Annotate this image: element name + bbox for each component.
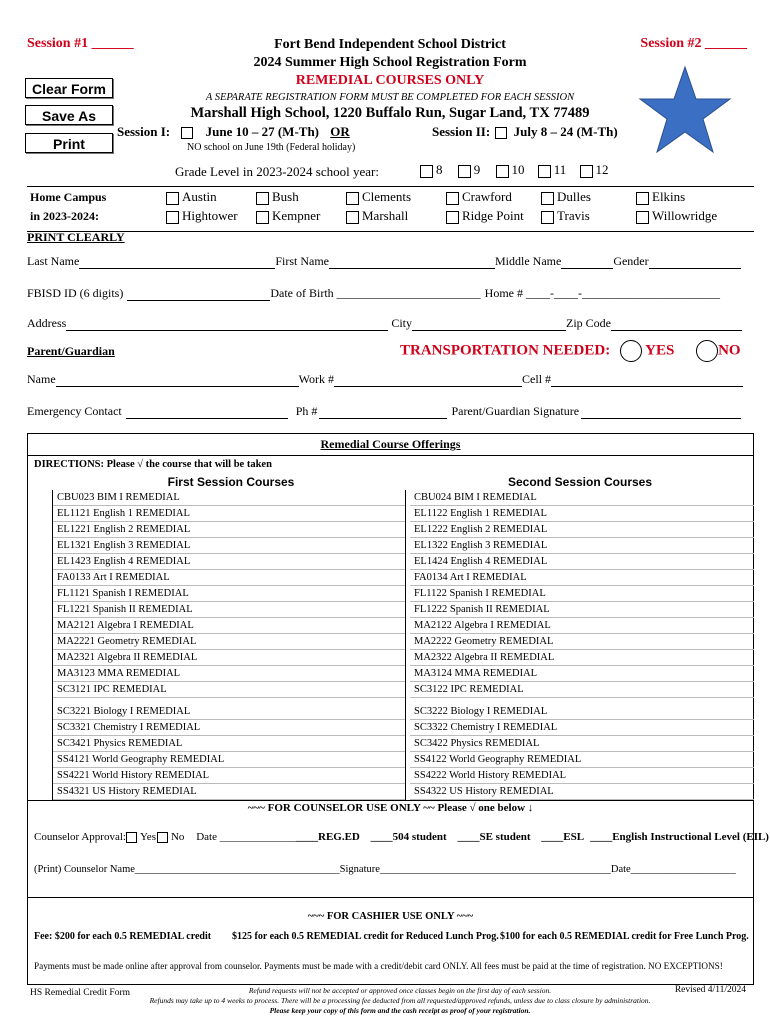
second-session-course-row[interactable]: SC3422 Physics REMEDIAL xyxy=(410,736,754,752)
campus-label: Travis xyxy=(557,208,590,223)
campus-checkbox[interactable] xyxy=(446,211,459,224)
session2-select-row xyxy=(432,124,618,140)
campus-option xyxy=(446,208,524,224)
guardian-name-label: Name xyxy=(27,372,56,386)
counselor-yes-checkbox[interactable] xyxy=(126,832,137,843)
emergency-phone-label: Ph # xyxy=(295,404,318,418)
counselor-no-label: No xyxy=(170,831,185,843)
course-header-divider xyxy=(27,455,754,456)
grade-10-checkbox[interactable] xyxy=(496,165,509,178)
first-name-label: First Name xyxy=(275,254,329,268)
grade-11-label: 11 xyxy=(553,162,567,177)
second-session-course-row[interactable]: EL1322 English 3 REMEDIAL xyxy=(410,538,754,554)
gender-label: Gender xyxy=(613,254,649,268)
session2-label: Session II: xyxy=(432,124,491,139)
second-session-course-list xyxy=(410,490,754,800)
counselor-box xyxy=(27,800,754,898)
counselor-name-row[interactable]: (Print) Counselor Name_______________________________________Signature____________________________________________Date____________________ xyxy=(34,864,736,875)
transport-no-label: NO xyxy=(718,342,741,359)
campus-label: Willowridge xyxy=(652,208,718,223)
cashier-heading: ~~~ FOR CASHIER USE ONLY ~~~ xyxy=(307,911,474,922)
campus-label: Hightower xyxy=(182,208,238,223)
first-session-course-row[interactable]: EL1121 English 1 REMEDIAL xyxy=(53,506,405,522)
print-button[interactable]: Print xyxy=(25,133,113,153)
campus-label: Crawford xyxy=(462,189,512,204)
grade-10-label: 10 xyxy=(511,162,525,177)
campus-option xyxy=(446,189,512,205)
first-name-field[interactable] xyxy=(329,256,495,269)
home-phone-label[interactable]: Home # ____-____-_______________________ xyxy=(484,286,720,300)
first-session-course-list xyxy=(52,490,406,800)
directions-text: DIRECTIONS: Please √ the course that will be taken xyxy=(34,459,272,470)
second-session-course-row[interactable]: FL1222 Spanish II REMEDIAL xyxy=(410,602,754,618)
save-as-button[interactable]: Save As xyxy=(25,105,113,125)
se-option[interactable]: ____SE student xyxy=(457,831,531,843)
campus-option xyxy=(636,189,685,205)
second-session-course-row[interactable]: EL1122 English 1 REMEDIAL xyxy=(410,506,754,522)
fee-reduced: $125 for each 0.5 REMEDIAL credit for Reduced Lunch Prog. xyxy=(232,931,499,942)
session1-dates: June 10 – 27 (M-Th) xyxy=(205,124,319,139)
payments-note: Payments must be made online after approval from counselor. Payments must be made with a credit/debit card ONLY. All fees must be paid at the time of registration. NO EXCEPTIONS! xyxy=(34,961,723,971)
first-session-course-row[interactable]: SS4221 World History REMEDIAL xyxy=(53,768,405,784)
campus-year-label: in 2023-2024: xyxy=(30,209,99,223)
grade-9-label: 9 xyxy=(473,162,481,177)
guardian-signature-label: Parent/Guardian Signature xyxy=(451,404,580,418)
campus-checkbox[interactable] xyxy=(166,192,179,205)
first-session-course-row[interactable]: SC3121 IPC REMEDIAL xyxy=(53,682,405,698)
emergency-phone-field[interactable] xyxy=(319,406,447,419)
second-session-heading: Second Session Courses xyxy=(507,475,653,489)
transport-yes-label: YES xyxy=(645,342,675,359)
second-session-course-row[interactable]: EL1424 English 4 REMEDIAL xyxy=(410,554,754,570)
guardian-name-row xyxy=(27,372,752,388)
clear-form-button[interactable]: Clear Form xyxy=(25,78,113,98)
second-session-course-row[interactable]: SS4322 US History REMEDIAL xyxy=(410,784,754,800)
second-session-course-row[interactable]: MA2222 Geometry REMEDIAL xyxy=(410,634,754,650)
school-address: Marshall High School, 1220 Buffalo Run, Sugar Land, TX 77489 xyxy=(190,105,590,121)
work-phone-label: Work # xyxy=(298,372,335,386)
course-offerings-heading: Remedial Course Offerings xyxy=(320,437,461,451)
transport-no-radio[interactable] xyxy=(696,340,718,362)
first-session-course-row[interactable]: SC3221 Biology I REMEDIAL xyxy=(53,704,405,720)
counselor-date-label[interactable]: Date ______________ xyxy=(196,831,297,843)
transportation-row xyxy=(400,340,741,362)
zip-field[interactable] xyxy=(611,318,742,331)
first-session-course-row[interactable]: MA2121 Algebra I REMEDIAL xyxy=(53,618,405,634)
second-session-course-row[interactable]: MA2122 Algebra I REMEDIAL xyxy=(410,618,754,634)
session2-dates: July 8 – 24 (M-Th) xyxy=(513,124,618,139)
refund-policy xyxy=(130,986,670,1016)
campus-option xyxy=(541,208,590,224)
first-session-course-row[interactable]: SS4321 US History REMEDIAL xyxy=(53,784,405,800)
second-session-course-row[interactable]: MA2322 Algebra II REMEDIAL xyxy=(410,650,754,666)
counselor-approval-label: Counselor Approval: xyxy=(34,831,126,843)
fbisd-id-label: FBISD ID (6 digits) xyxy=(27,286,124,300)
grade-12-checkbox[interactable] xyxy=(580,165,593,178)
second-session-course-row[interactable]: CBU024 BIM I REMEDIAL xyxy=(410,490,754,506)
first-session-course-row[interactable]: MA2221 Geometry REMEDIAL xyxy=(53,634,405,650)
fbisd-id-field[interactable] xyxy=(127,288,270,301)
campus-option xyxy=(256,208,320,224)
remedial-only-title: REMEDIAL COURSES ONLY xyxy=(295,73,485,88)
campus-option xyxy=(636,208,717,224)
emergency-contact-label: Emergency Contact xyxy=(27,404,122,418)
grade-9-checkbox[interactable] xyxy=(458,165,471,178)
footer-form-name: HS Remedial Credit Form xyxy=(30,988,131,998)
second-session-course-row[interactable]: SC3122 IPC REMEDIAL xyxy=(410,682,754,698)
fee-free: $100 for each 0.5 REMEDIAL credit for Free Lunch Prog. xyxy=(500,931,749,942)
last-name-field[interactable] xyxy=(79,256,275,269)
grade-8-label: 8 xyxy=(436,162,443,177)
campus-label: Clements xyxy=(362,189,412,204)
separate-form-note: A SEPARATE REGISTRATION FORM MUST BE COMPLETED FOR EACH SESSION xyxy=(205,92,575,103)
campus-checkbox[interactable] xyxy=(636,192,649,205)
refund-line-1: Refund requests will not be accepted or approved once classes begin on the first day of each session. xyxy=(248,986,552,995)
campus-checkbox[interactable] xyxy=(346,211,359,224)
last-name-label: Last Name xyxy=(27,254,80,268)
print-clearly-label: PRINT CLEARLY xyxy=(27,230,125,244)
campus-label: Elkins xyxy=(652,189,686,204)
guardian-signature-field[interactable] xyxy=(581,406,741,419)
first-session-course-row[interactable]: SC3321 Chemistry I REMEDIAL xyxy=(53,720,405,736)
middle-name-label: Middle Name xyxy=(494,254,562,268)
first-session-course-row[interactable]: FL1121 Spanish I REMEDIAL xyxy=(53,586,405,602)
campus-checkbox[interactable] xyxy=(256,211,269,224)
middle-name-field[interactable] xyxy=(561,256,613,269)
session1-marker: Session #1 ______ xyxy=(27,36,134,51)
first-session-course-row[interactable]: FA0133 Art I REMEDIAL xyxy=(53,570,405,586)
campus-checkbox[interactable] xyxy=(346,192,359,205)
counselor-yes-label: Yes xyxy=(139,831,156,843)
campus-label: Bush xyxy=(272,189,299,204)
grade-level-row xyxy=(175,164,379,180)
second-session-course-row[interactable]: EL1222 English 2 REMEDIAL xyxy=(410,522,754,538)
holiday-note: NO school on June 19th (Federal holiday) xyxy=(187,142,356,153)
session2-checkbox[interactable] xyxy=(495,127,507,139)
first-session-course-row[interactable]: EL1423 English 4 REMEDIAL xyxy=(53,554,405,570)
campus-label: Kempner xyxy=(272,208,321,223)
address-row xyxy=(27,316,752,332)
campus-checkbox[interactable] xyxy=(541,192,554,205)
counselor-approval-row xyxy=(34,831,297,843)
grade-12-label: 12 xyxy=(595,162,609,177)
campus-label: Marshall xyxy=(362,208,409,223)
second-session-course-row[interactable]: SC3222 Biology I REMEDIAL xyxy=(410,704,754,720)
first-session-course-row[interactable]: SC3421 Physics REMEDIAL xyxy=(53,736,405,752)
city-field[interactable] xyxy=(412,318,566,331)
campus-option xyxy=(256,189,299,205)
grade-11-checkbox[interactable] xyxy=(538,165,551,178)
campus-option xyxy=(541,189,591,205)
transportation-label: TRANSPORTATION NEEDED: xyxy=(400,342,611,359)
or-label: OR xyxy=(330,124,350,139)
grade-options xyxy=(420,162,609,178)
campus-label: Dulles xyxy=(557,189,591,204)
campus-label: Austin xyxy=(182,189,217,204)
work-phone-field[interactable] xyxy=(334,374,522,387)
refund-line-2: Refunds may take up to 4 weeks to process. There will be a processing fee deducted from all requested/approved refunds, unless due to class closure by administration. xyxy=(149,996,651,1005)
reged-option[interactable]: ____REG.ED xyxy=(296,831,360,843)
second-session-course-row[interactable]: SS4122 World Geography REMEDIAL xyxy=(410,752,754,768)
campus-option xyxy=(166,189,217,205)
cell-phone-label: Cell # xyxy=(522,372,552,386)
campus-label: Ridge Point xyxy=(462,208,524,223)
second-session-course-row[interactable]: MA3124 MMA REMEDIAL xyxy=(410,666,754,682)
504-option[interactable]: ____504 student xyxy=(370,831,447,843)
form-title: 2024 Summer High School Registration Form xyxy=(253,55,527,70)
city-label: City xyxy=(391,316,412,330)
footer-revised: Revised 4/11/2024 xyxy=(674,985,746,995)
session2-marker: Session #2 ______ xyxy=(640,36,747,51)
campus-checkbox[interactable] xyxy=(256,192,269,205)
counselor-no-checkbox[interactable] xyxy=(157,832,168,843)
eil-option[interactable]: ____English Instructional Level (EIL) xyxy=(590,831,769,843)
campus-checkbox[interactable] xyxy=(636,211,649,224)
home-campus-label: Home Campus xyxy=(30,190,107,204)
transport-yes-radio[interactable] xyxy=(620,340,642,362)
campus-option xyxy=(166,208,238,224)
second-session-course-row[interactable]: SS4222 World History REMEDIAL xyxy=(410,768,754,784)
second-session-course-row[interactable]: FL1122 Spanish I REMEDIAL xyxy=(410,586,754,602)
second-session-course-row[interactable]: FA0134 Art I REMEDIAL xyxy=(410,570,754,586)
fee-standard: Fee: $200 for each 0.5 REMEDIAL credit xyxy=(34,931,212,942)
first-session-course-row[interactable]: MA2321 Algebra II REMEDIAL xyxy=(53,650,405,666)
zip-label: Zip Code xyxy=(566,316,611,330)
first-session-course-row[interactable]: FL1221 Spanish II REMEDIAL xyxy=(53,602,405,618)
parent-guardian-heading: Parent/Guardian xyxy=(27,344,115,358)
second-session-course-row[interactable]: SC3322 Chemistry I REMEDIAL xyxy=(410,720,754,736)
guardian-name-field[interactable] xyxy=(56,374,299,387)
grade-8-checkbox[interactable] xyxy=(420,165,433,178)
campus-option xyxy=(346,208,408,224)
first-session-course-row[interactable]: EL1221 English 2 REMEDIAL xyxy=(53,522,405,538)
dob-label[interactable]: Date of Birth ________________________ xyxy=(270,286,481,300)
campus-option xyxy=(346,189,411,205)
emergency-contact-field[interactable] xyxy=(126,406,288,419)
star-icon xyxy=(637,65,733,155)
address-field[interactable] xyxy=(66,318,388,331)
gender-field[interactable] xyxy=(649,256,741,269)
name-row xyxy=(27,254,752,270)
campus-checkbox[interactable] xyxy=(166,211,179,224)
campus-checkbox[interactable] xyxy=(446,192,459,205)
first-session-course-row[interactable]: CBU023 BIM I REMEDIAL xyxy=(53,490,405,506)
first-session-heading: First Session Courses xyxy=(167,475,295,489)
session1-label: Session I: xyxy=(117,124,171,139)
first-session-course-row[interactable]: SS4121 World Geography REMEDIAL xyxy=(53,752,405,768)
counselor-categories xyxy=(296,831,769,843)
refund-line-3: Please keep your copy of this form and the cash receipt as proof of your registration. xyxy=(269,1006,531,1015)
address-label: Address xyxy=(27,316,67,330)
district-name: Fort Bend Independent School District xyxy=(274,37,506,52)
first-session-course-row[interactable]: EL1321 English 3 REMEDIAL xyxy=(53,538,405,554)
grade-level-label: Grade Level in 2023-2024 school year: xyxy=(175,164,379,179)
counselor-heading: ~~~ FOR COUNSELOR USE ONLY ~~ Please √ one below ↓ xyxy=(247,802,534,814)
session1-checkbox[interactable] xyxy=(181,127,193,139)
id-row xyxy=(27,286,752,302)
first-session-course-row[interactable]: MA3123 MMA REMEDIAL xyxy=(53,666,405,682)
session-select-row xyxy=(117,124,350,140)
esl-option[interactable]: ____ESL xyxy=(541,831,584,843)
emergency-row xyxy=(27,404,752,420)
campus-checkbox[interactable] xyxy=(541,211,554,224)
cell-phone-field[interactable] xyxy=(551,374,743,387)
